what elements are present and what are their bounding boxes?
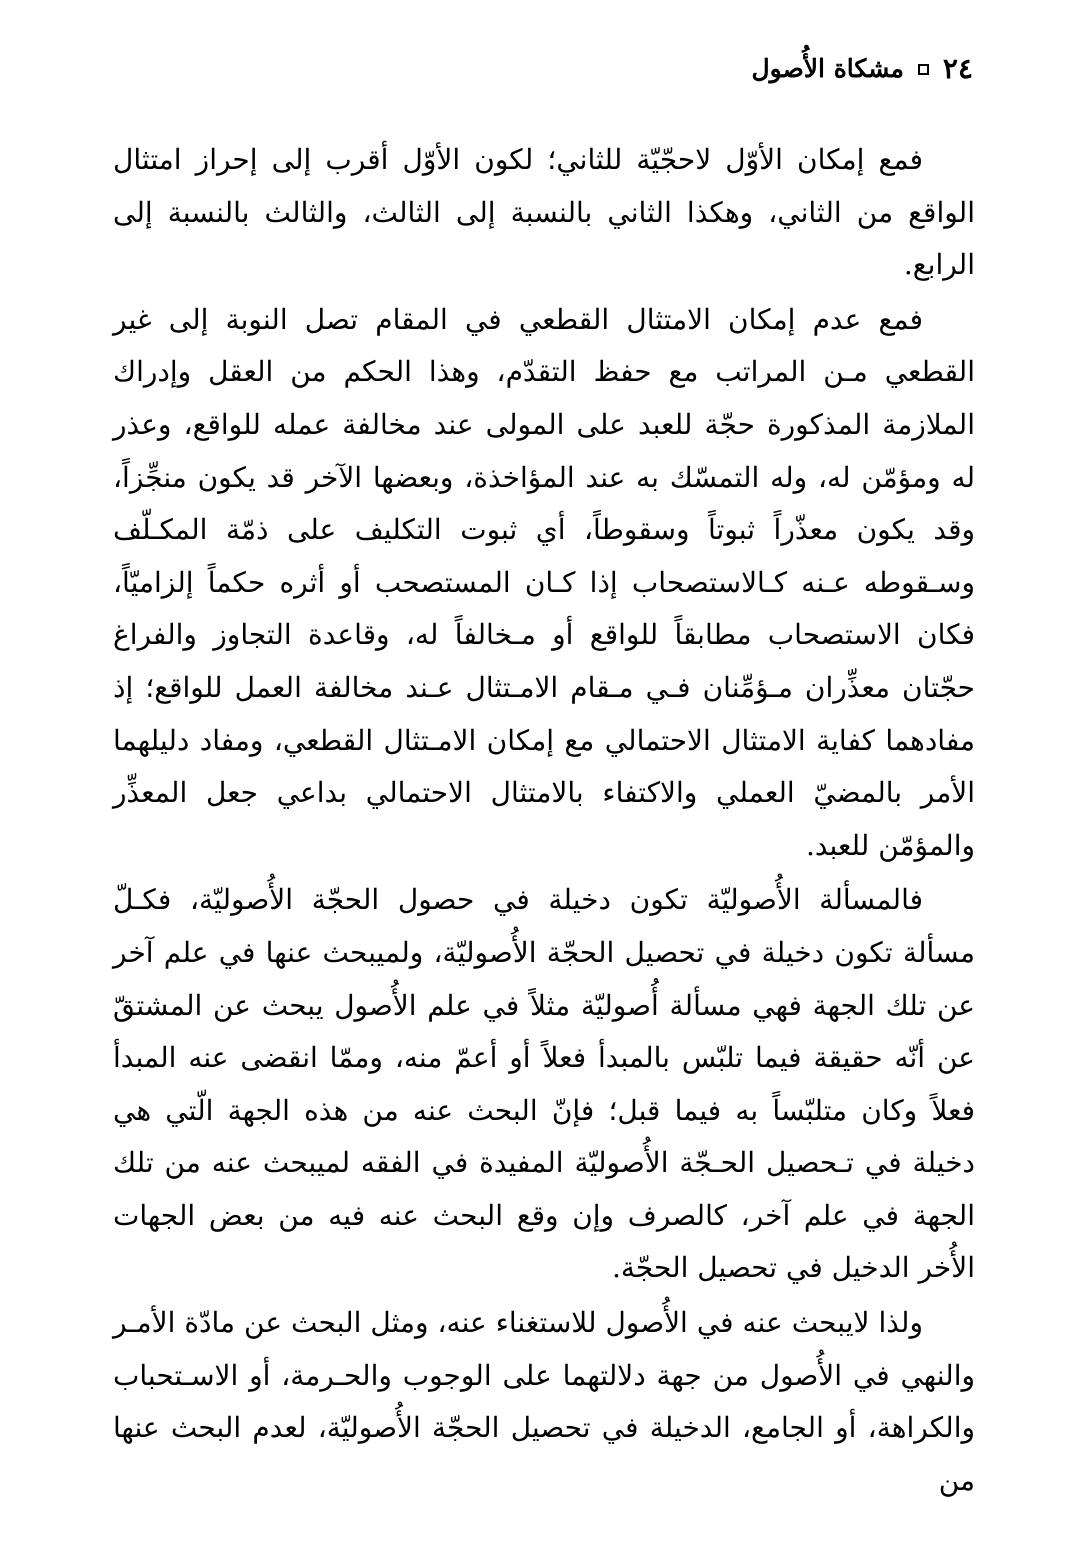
page-body (113, 134, 975, 1507)
paragraph-2: فمع عدم إمكان الامتثال القطعي في المقام تصل النوبة إلى غير القطعي مـن المراتب مع حفظ التقدّم، وهذا الحكم من العقل وإدراك الملازمة المذكورة حجّة للعبد على المولى عند مخالفة عمله للواقع، وعذر له ومؤمّن له، وله التمسّك به عند المؤاخذة، وبعضها الآخر قد يكون منجِّزاً، وقد يكون معذّراً ثبوتاً وسقوطاً، أي ثبوت التكليف على ذمّة المكـلّف وسـقوطه عـنه كـالاستصحاب إذا كـان المستصحب أو أثره حكماً إلزاميّاً، فكان الاستصحاب مطابقاً للواقع أو مـخالفاً له، وقاعدة التجاوز والفراغ حجّتان معذِّران مـؤمِّنان فـي مـقام الامـتثال عـند مخالفة العمل للواقع؛ إذ مفادهما كفاية الامتثال الاحتمالي مع إمكان الامـتثال القطعي، ومفاد دليلهما الأمر بالمضيّ العملي والاكتفاء بالامتثال الاحتمالي بداعي جعل المعذِّر والمؤمّن للعبد. (113, 302, 975, 862)
running-header (751, 52, 973, 86)
page-number: ٢٤ (942, 52, 973, 85)
paragraph-1: فمع إمكان الأوّل لاحجّيّة للثاني؛ لكون الأوّل أقرب إلى إحراز امتثال الواقع من الثاني، وهكذا الثاني بالنسبة إلى الثالث، والثالث بالنسبة إلى الرابع. (113, 143, 975, 282)
paragraph-3: فالمسألة الأُصوليّة تكون دخيلة في حصول الحجّة الأُصوليّة، فكـلّ مسألة تكون دخيلة في تحصيل الحجّة الأُصوليّة، ولميبحث عنها في علم آخر عن تلك الجهة فهي مسألة أُصوليّة مثلاً في علم الأُصول يبحث عن المشتقّ عن أنّه حقيقة فيما تلبّس بالمبدأ فعلاً أو أعمّ منه، وممّا انقضى عنه المبدأ فعلاً وكان متلبّساً به فيما قبل؛ فإنّ البحث عنه من هذه الجهة الّتي هي دخيلة في تـحصيل الحـجّة الأُصوليّة المفيدة في الفقه لميبحث عنه من تلك الجهة في علم آخر، كالصرف وإن وقع البحث عنه فيه من بعض الجهات الأُخر الدخيل في تحصيل الحجّة. (113, 883, 975, 1285)
paragraph-4: ولذا لايبحث عنه في الأُصول للاستغناء عنه، ومثل البحث عن مادّة الأمـر والنهي في الأُصول من جهة دلالتهما على الوجوب والحـرمة، أو الاسـتحباب والكراهة، أو الجامع، الدخيلة في تحصيل الحجّة الأُصوليّة، لعدم البحث عنها من (113, 1306, 975, 1497)
book-title: مشكاة الأُصول (751, 54, 904, 83)
separator-square-icon (918, 64, 929, 75)
